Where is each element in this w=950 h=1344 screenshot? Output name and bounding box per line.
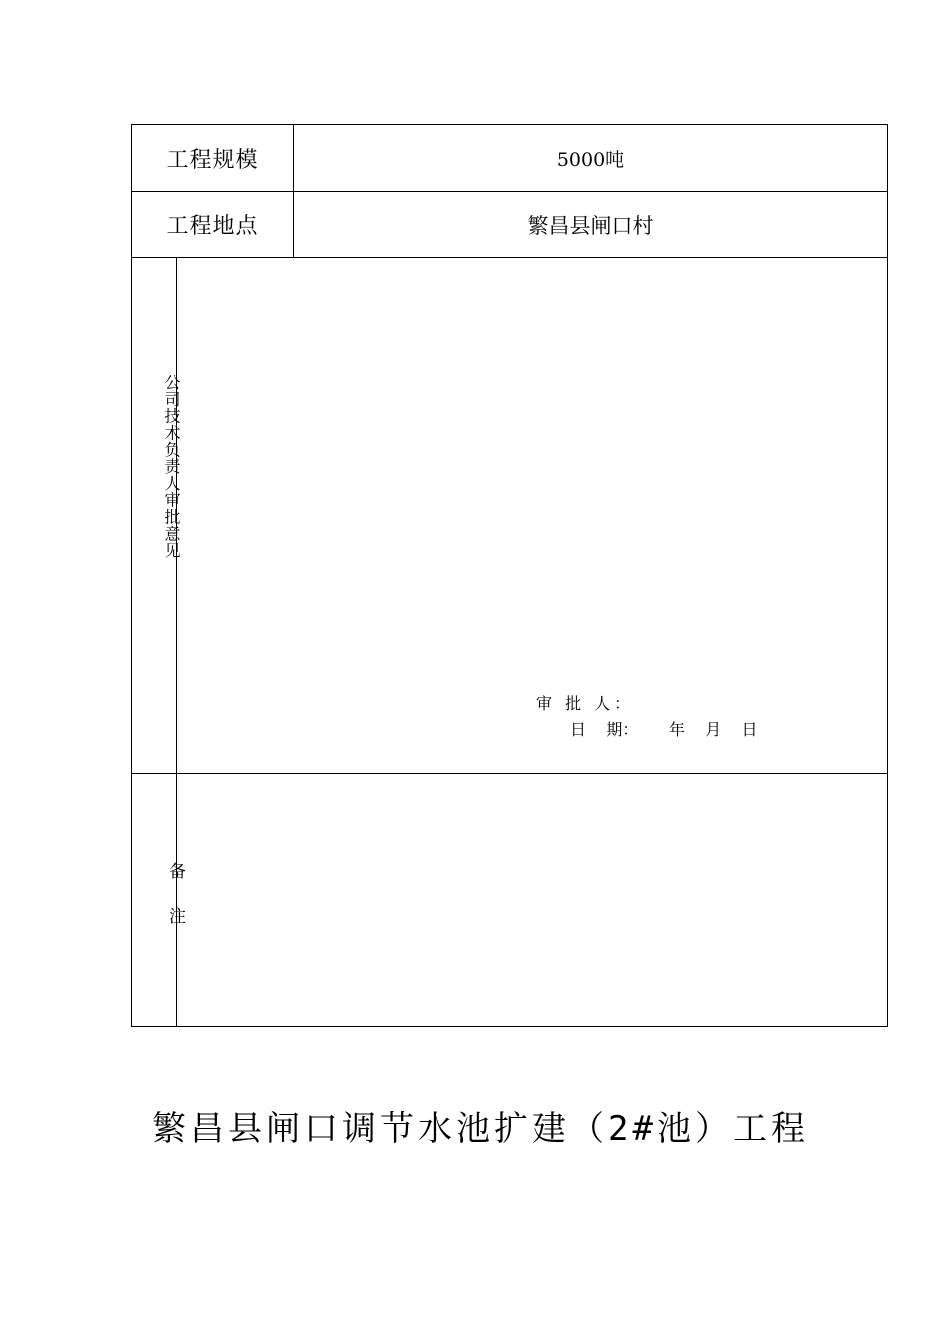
location-row bbox=[132, 192, 887, 258]
scale-row bbox=[132, 125, 887, 192]
approval-label: 公司技术负责人审批意见 bbox=[162, 374, 181, 559]
approval-label-cell bbox=[132, 258, 181, 773]
location-label: 工程地点 bbox=[132, 192, 294, 257]
approval-form-table bbox=[131, 124, 888, 1027]
remarks-label: 备注 bbox=[165, 862, 185, 952]
remarks-row bbox=[132, 774, 887, 1026]
scale-label: 工程规模 bbox=[132, 125, 294, 191]
location-value: 繁昌县闸口村 bbox=[527, 213, 654, 238]
approver-label: 审 批 人： bbox=[536, 694, 635, 713]
scale-value: 5000吨 bbox=[556, 148, 625, 171]
remarks-content bbox=[177, 774, 887, 1026]
approval-row bbox=[132, 258, 887, 774]
approval-content bbox=[177, 258, 887, 773]
project-title: 繁昌县闸口调节水池扩建（2#池）工程 bbox=[152, 1109, 809, 1149]
date-label: 日 期： 年 月 日 bbox=[570, 720, 758, 739]
remarks-label-cell bbox=[132, 774, 185, 1026]
